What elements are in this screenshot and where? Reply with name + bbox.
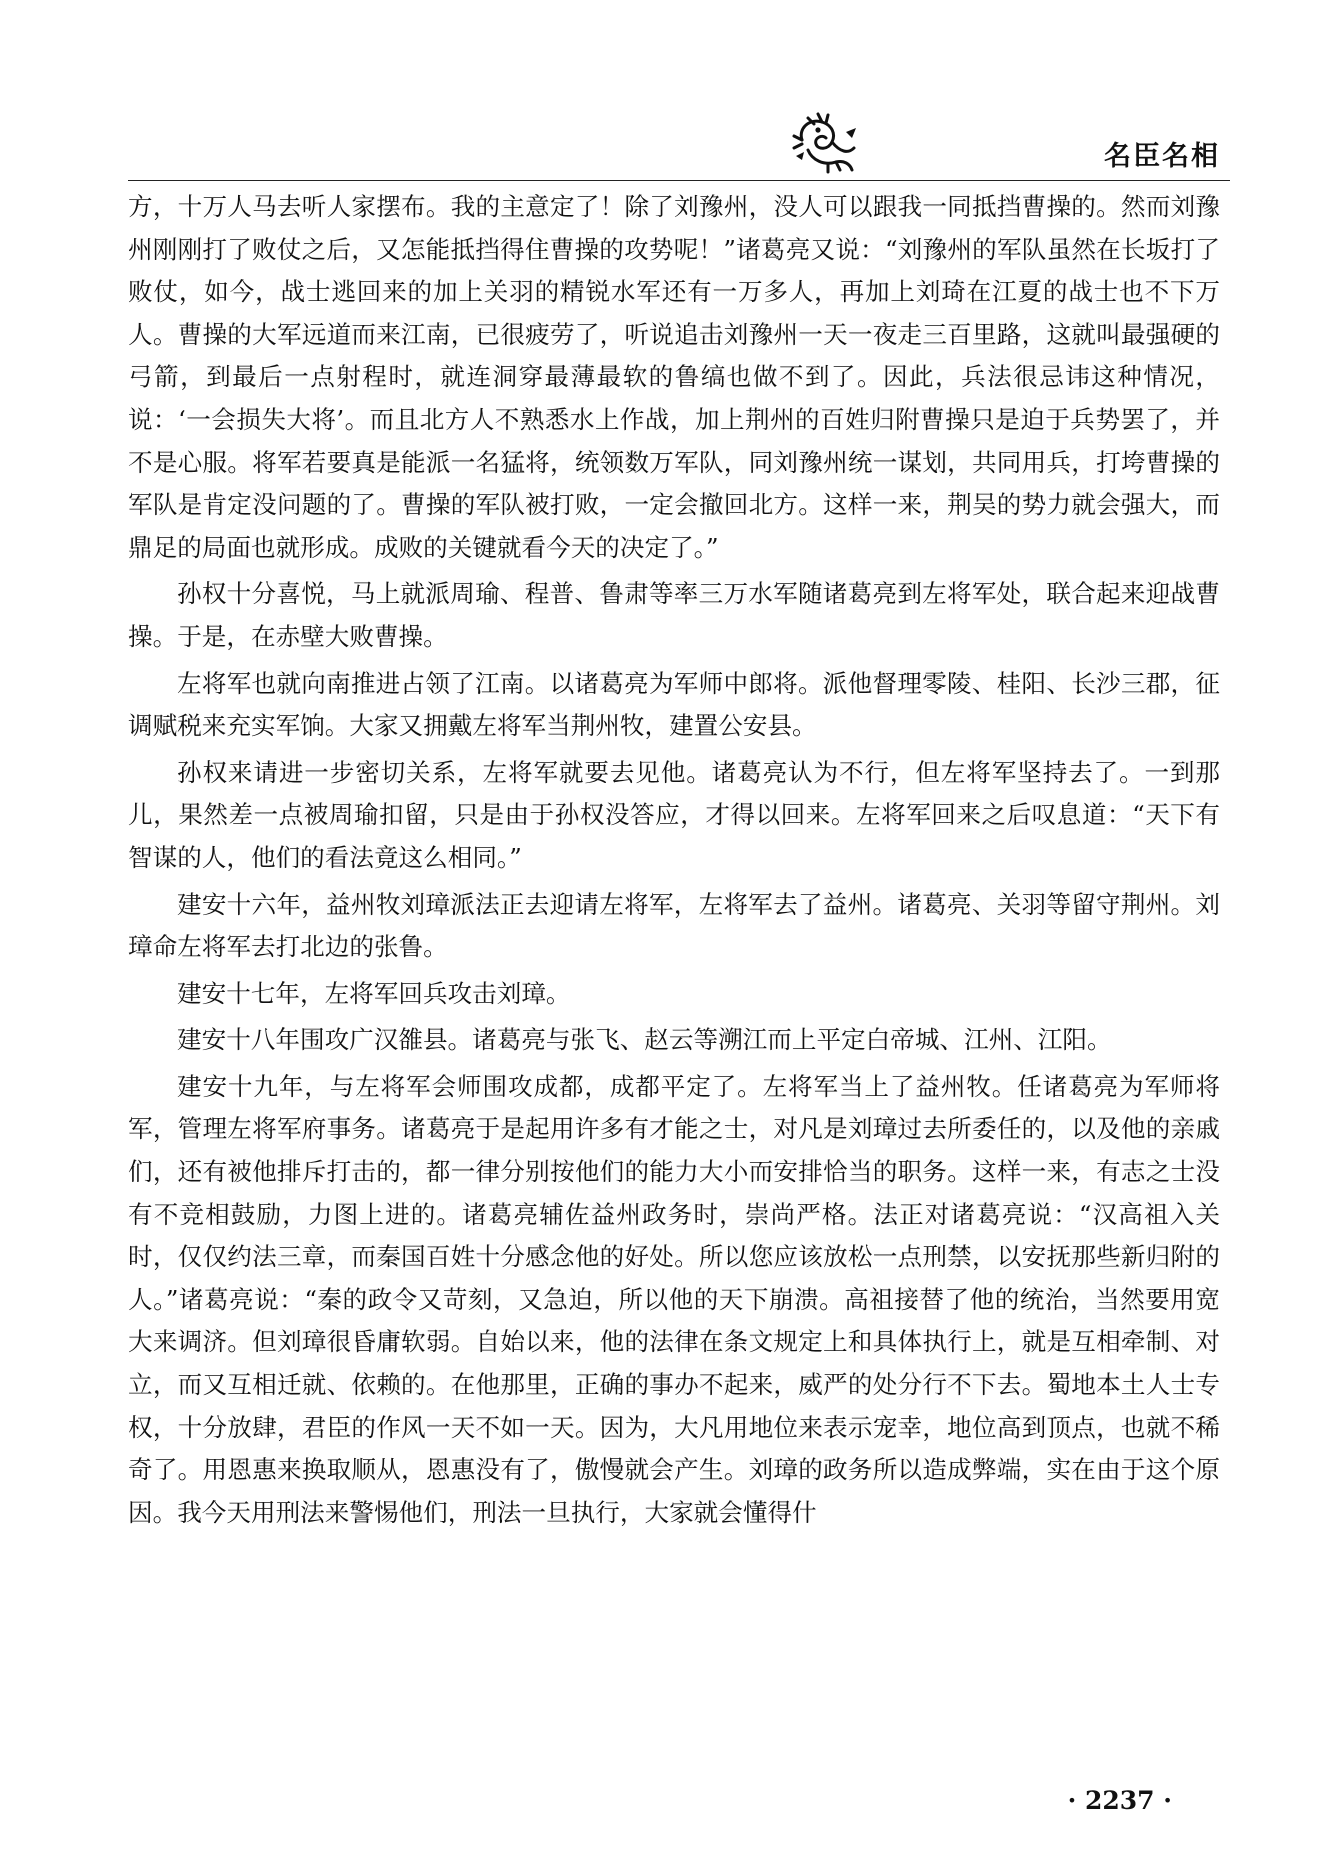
dragon-emblem-icon <box>788 110 862 176</box>
body-text <box>128 186 1220 1534</box>
paragraph: 建安十九年，与左将军会师围攻成都，成都平定了。左将军当上了益州牧。任诸葛亮为军师将军，管理左将军府事务。诸葛亮于是起用许多有才能之士，对凡是刘璋过去所委任的，以及他的亲戚们，还有被他排斥打击的，都一律分别按他们的能力大小而安排恰当的职务。这样一来，有志之士没有不竞相鼓励，力图上进的。诸葛亮辅佐益州政务时，崇尚严格。法正对诸葛亮说：“汉高祖入关时，仅仅约法三章，而秦国百姓十分感念他的好处。所以您应该放松一点刑禁，以安抚那些新归附的人。”诸葛亮说：“秦的政令又苛刻，又急迫，所以他的天下崩溃。高祖接替了他的统治，当然要用宽大来调济。但刘璋很昏庸软弱。自始以来，他的法律在条文规定上和具体执行上，就是互相牵制、对立，而又互相迁就、依赖的。在他那里，正确的事办不起来，威严的处分行不下去。蜀地本土人士专权，十分放肆，君臣的作风一天不如一天。因为，大凡用地位来表示宠幸，地位高到顶点，也就不稀奇了。用恩惠来换取顺从，恩惠没有了，傲慢就会产生。刘璋的政务所以造成弊端，实在由于这个原因。我今天用刑法来警惕他们，刑法一旦执行，大家就会懂得什 <box>128 1071 1220 1527</box>
header-rule <box>128 180 1230 181</box>
paragraph: 建安十六年，益州牧刘璋派法正去迎请左将军，左将军去了益州。诸葛亮、关羽等留守荆州。刘璋命左将军去打北边的张鲁。 <box>128 889 1220 962</box>
running-header-title: 名臣名相 <box>1104 141 1220 172</box>
paragraph: 左将军也就向南推进占领了江南。以诸葛亮为军师中郎将。派他督理零陵、桂阳、长沙三郡，征调赋税来充实军饷。大家又拥戴左将军当荆州牧，建置公安县。 <box>128 668 1220 741</box>
page-number: · 2237 · <box>1067 1786 1172 1815</box>
paragraph: 方，十万人马去听人家摆布。我的主意定了！除了刘豫州，没人可以跟我一同抵挡曹操的。然而刘豫州刚刚打了败仗之后，又怎能抵挡得住曹操的攻势呢！”诸葛亮又说：“刘豫州的军队虽然在长坂打了败仗，如今，战士逃回来的加上关羽的精锐水军还有一万多人，再加上刘琦在江夏的战士也不下万人。曹操的大军远道而来江南，已很疲劳了，听说追击刘豫州一天一夜走三百里路，这就叫最强硬的弓箭，到最后一点射程时，就连洞穿最薄最软的鲁缟也做不到了。因此，兵法很忌讳这种情况，说：‘一会损失大将’。而且北方人不熟悉水上作战，加上荆州的百姓归附曹操只是迫于兵势罢了，并不是心服。将军若要真是能派一名猛将，统领数万军队，同刘豫州统一谋划，共同用兵，打垮曹操的军队是肯定没问题的了。曹操的军队被打败，一定会撤回北方。这样一来，荆吴的势力就会强大，而鼎足的局面也就形成。成败的关键就看今天的决定了。” <box>128 192 1220 562</box>
paragraph: 建安十七年，左将军回兵攻击刘璋。 <box>177 978 571 1008</box>
paragraph: 孙权来请进一步密切关系，左将军就要去见他。诸葛亮认为不行，但左将军坚持去了。一到那儿，果然差一点被周瑜扣留，只是由于孙权没答应，才得以回来。左将军回来之后叹息道：“天下有智谋的人，他们的看法竟这么相同。” <box>128 757 1220 872</box>
paragraph: 建安十八年围攻广汉雒县。诸葛亮与张飞、赵云等溯江而上平定白帝城、江州、江阳。 <box>177 1025 1112 1055</box>
running-header <box>128 100 1230 190</box>
paragraph: 孙权十分喜悦，马上就派周瑜、程普、鲁肃等率三万水军随诸葛亮到左将军处，联合起来迎战曹操。于是，在赤壁大败曹操。 <box>128 579 1220 651</box>
